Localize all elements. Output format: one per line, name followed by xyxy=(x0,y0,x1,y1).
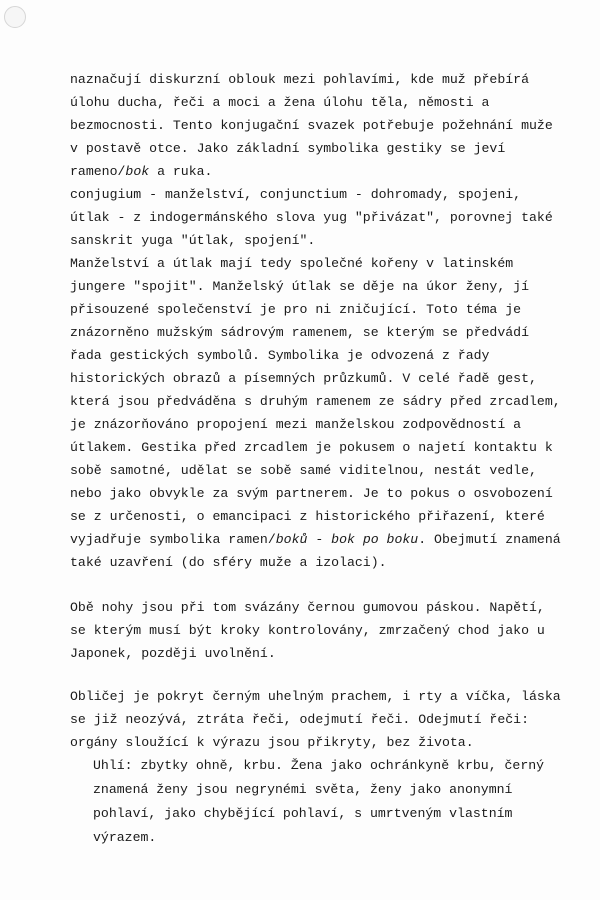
text-line: Uhlí: zbytky ohně, krbu. Žena jako ochránkyně krbu, černý xyxy=(93,758,545,773)
text-line: řada gestických symbolů. Symbolika je odvozená z řady xyxy=(70,348,490,363)
text-line: conjugium - manželství, conjunctium - dohromady, spojeni, xyxy=(70,187,522,202)
text-line xyxy=(70,160,580,183)
text-line: Manželství a útlak mají tedy společné kořeny v latinském xyxy=(70,256,514,271)
text-line: také uzavření (do sféry muže a izolaci). xyxy=(70,555,387,570)
text-line: sobě samotné, udělat se sobě samé viditelnou, nestát vedle, xyxy=(70,463,537,478)
italic-run: boků - bok po boku xyxy=(275,532,419,547)
text-line: znázorněno mužským sádrovým ramenem, se kterým se předvádí xyxy=(70,325,529,340)
text-line: útlakem. Gestika před zrcadlem je pokusem o najetí kontaktu k xyxy=(70,440,553,455)
text-line: orgány sloužící k výrazu jsou přikryty, bez života. xyxy=(70,735,474,750)
italic-run: bok xyxy=(125,164,150,179)
text-line: naznačují diskurzní oblouk mezi pohlavími, kde muž přebírá xyxy=(70,72,529,87)
text-line: útlak - z indogermánského slova yug "přivázat", porovnej také xyxy=(70,210,553,225)
text-line: pohlaví, jako chybějící pohlaví, s umrtveným vlastním xyxy=(93,806,513,821)
text-line: jungere "spojit". Manželský útlak se děje na úkor ženy, jí xyxy=(70,279,529,294)
paragraph-1 xyxy=(70,68,580,574)
text-line: Japonek, později uvolnění. xyxy=(70,646,276,661)
text-line: v postavě otce. Jako základní symbolika gestiky se jeví xyxy=(70,141,506,156)
text-line: Obě nohy jsou při tom svázány černou gumovou páskou. Napětí, xyxy=(70,600,545,615)
paragraph-4 xyxy=(70,754,580,850)
text-line: se kterým musí být kroky kontrolovány, zmrzačený chod jako u xyxy=(70,623,545,638)
paragraph-gap xyxy=(70,574,580,596)
text-run: rameno/ xyxy=(70,164,126,179)
text-line: znamená ženy jsou negrynémi světa, ženy jako anonymní xyxy=(93,782,513,797)
text-line: historických obrazů a písemných průzkumů. V celé řadě gest, xyxy=(70,371,537,386)
text-line: bezmocnosti. Tento konjugační svazek potřebuje požehnání muže xyxy=(70,118,553,133)
text-line: která jsou předváděna s druhým ramenem ze sádry před zrcadlem, xyxy=(70,394,561,409)
text-run: vyjadřuje symbolika ramen/ xyxy=(70,532,276,547)
paragraph-gap xyxy=(70,665,580,685)
text-line: se z určenosti, o emancipaci z historického přiřazení, které xyxy=(70,509,545,524)
text-line: nebo jako obvykle za svým partnerem. Je to pokus o osvobození xyxy=(70,486,553,501)
text-line: přisouzené společenství je pro ni zničující. Toto téma je xyxy=(70,302,522,317)
paragraph-3 xyxy=(70,685,580,754)
text-line xyxy=(70,528,580,551)
text-line: je znázorňováno propojení mezi manželskou zodpovědností a xyxy=(70,417,522,432)
text-run: . Obejmutí znamená xyxy=(418,532,561,547)
punch-hole xyxy=(4,6,26,28)
document-text xyxy=(70,68,580,850)
paragraph-2 xyxy=(70,596,580,665)
text-line: Obličej je pokryt černým uhelným prachem, i rty a víčka, láska xyxy=(70,689,561,704)
text-run: a ruka. xyxy=(149,164,213,179)
text-line: výrazem. xyxy=(93,830,157,845)
text-line: sanskrit yuga "útlak, spojení". xyxy=(70,233,316,248)
text-line: se již neozývá, ztráta řeči, odejmutí řeči. Odejmutí řeči: xyxy=(70,712,529,727)
text-line: úlohu ducha, řeči a moci a žena úlohu těla, němosti a xyxy=(70,95,490,110)
